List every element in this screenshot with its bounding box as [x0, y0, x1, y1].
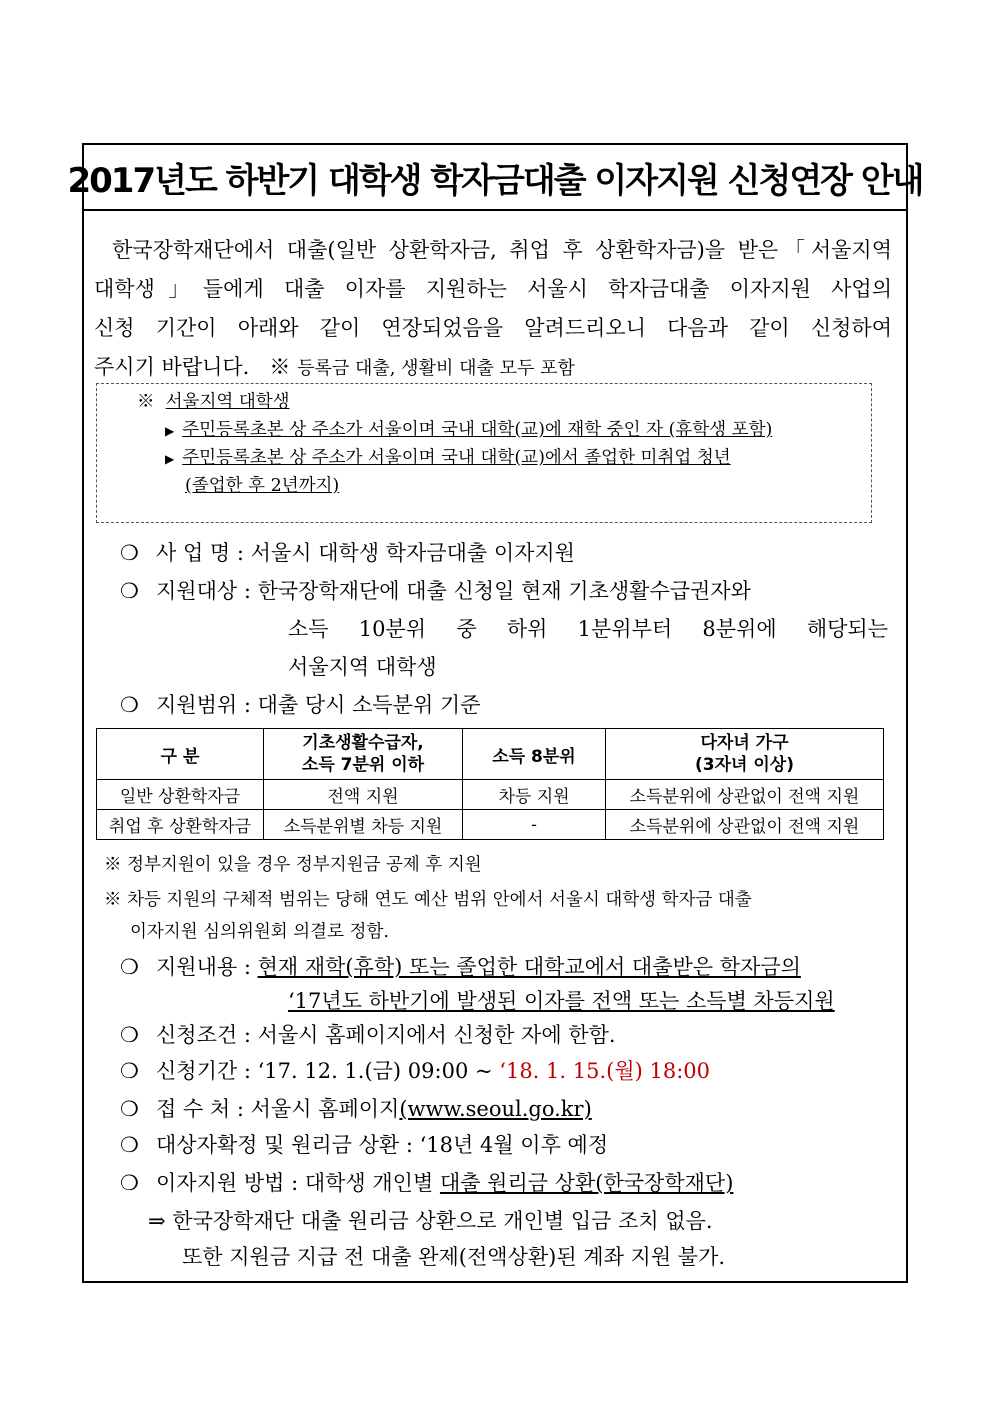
item-arrow-line-1: ⇒ 한국장학재단 대출 원리금 상환으로 개인별 입금 조치 없음. — [148, 1209, 713, 1233]
table-header: 구 분 — [97, 729, 264, 780]
item-method: ❍ 이자지원 방법 : 대학생 개인별 대출 원리금 상환(한국장학재단) — [120, 1171, 734, 1195]
circle-bullet-icon: ❍ — [120, 1059, 139, 1083]
table-cell: 전액 지원 — [264, 780, 463, 810]
table-cell: 소득분위에 상관없이 전액 지원 — [606, 810, 884, 840]
table-header: 다자녀 가구 (3자녀 이상) — [606, 729, 884, 780]
table-header: 소득 8분위 — [463, 729, 606, 780]
table-cell: 취업 후 상환학자금 — [97, 810, 264, 840]
website-link[interactable]: (www.seoul.go.kr) — [399, 1097, 592, 1121]
double-arrow-icon: ⇒ — [148, 1209, 166, 1233]
table-row — [97, 780, 884, 810]
circle-bullet-icon: ❍ — [120, 693, 139, 717]
item-condition: ❍ 신청조건 : 서울시 홈페이지에서 신청한 자에 한함. — [120, 1023, 616, 1047]
table-header-row — [97, 729, 884, 780]
support-table — [96, 728, 884, 840]
box-heading: ※ 서울지역 대학생 — [137, 392, 290, 412]
item-period: ❍ 신청기간 : ‘17. 12. 1.(금) 09:00 ~ ‘18. 1. 15.(월) 18:00 — [120, 1059, 711, 1083]
item-target-line-3: 서울지역 대학생 — [288, 655, 437, 679]
item-arrow-line-2: 또한 지원금 지급 전 대출 완제(전액상환)된 계좌 지원 불가. — [182, 1245, 726, 1269]
item-reception: ❍ 접 수 처 : 서울시 홈페이지(www.seoul.go.kr) — [120, 1097, 592, 1121]
triangle-bullet-icon: ▶ — [165, 452, 175, 466]
item-business-name: ❍ 사 업 명 : 서울시 대학생 학자금대출 이자지원 — [120, 541, 575, 565]
box-item: ▶ 주민등록초본 상 주소가 서울이며 국내 대학(교)에서 졸업한 미취업 청년 — [165, 448, 731, 468]
item-target-line-2: 소득 10분위 중 하위 1분위부터 8분위에 해당되는 — [288, 617, 888, 641]
circle-bullet-icon: ❍ — [120, 1097, 139, 1121]
intro-line-2: 대학생」들에게 대출 이자를 지원하는 서울시 학자금대출 이자지원 사업의 — [94, 277, 892, 301]
intro-line-4: 주시기 바랍니다. ※ 등록금 대출, 생활비 대출 모두 포함 — [94, 355, 575, 379]
note-differential-continued: 이자지원 심의위원회 의결로 정함. — [130, 922, 389, 942]
table-cell: 소득분위별 차등 지원 — [264, 810, 463, 840]
intro-line-1: 한국장학재단에서 대출(일반 상환학자금, 취업 후 상환학자금)을 받은「서울지역 — [112, 238, 892, 262]
table-header: 기초생활수급자, 소득 7분위 이하 — [264, 729, 463, 780]
box-item: ▶ 주민등록초본 상 주소가 서울이며 국내 대학(교)에 재학 중인 자 (휴학생 포함) — [165, 420, 773, 440]
title-bar — [67, 145, 923, 211]
note-government: ※ 정부지원이 있을 경우 정부지원금 공제 후 지원 — [104, 855, 482, 875]
circle-bullet-icon: ❍ — [120, 1023, 139, 1047]
reference-mark-icon: ※ — [137, 392, 155, 412]
eligibility-box — [96, 383, 872, 523]
circle-bullet-icon: ❍ — [120, 1171, 139, 1195]
table-cell: 차등 지원 — [463, 780, 606, 810]
reference-mark-icon: ※ — [269, 355, 291, 379]
table-cell: 일반 상환학자금 — [97, 780, 264, 810]
circle-bullet-icon: ❍ — [120, 1133, 139, 1157]
triangle-bullet-icon: ▶ — [165, 424, 175, 438]
intro-line-3: 신청 기간이 아래와 같이 연장되었음을 알려드리오니 다음과 같이 신청하여 — [94, 316, 892, 340]
table-row — [97, 810, 884, 840]
circle-bullet-icon: ❍ — [120, 541, 139, 565]
page-title: 2017년도 하반기 대학생 학자금대출 이자지원 신청연장 안내 — [67, 160, 923, 201]
notice-frame — [67, 143, 923, 1283]
intro-paragraph — [94, 231, 892, 388]
item-content: ❍ 지원내용 : 현재 재학(휴학) 또는 졸업한 대학교에서 대출받은 학자금의 — [120, 955, 801, 979]
intro-note: 등록금 대출, 생활비 대출 모두 포함 — [297, 358, 575, 379]
item-confirm: ❍ 대상자확정 및 원리금 상환 : ‘18년 4월 이후 예정 — [120, 1133, 609, 1157]
period-end: ‘18. 1. 15.(월) 18:00 — [499, 1059, 711, 1083]
note-differential: ※ 차등 지원의 구체적 범위는 당해 연도 예산 범위 안에서 서울시 대학생 학자금 대출 — [104, 890, 752, 910]
box-item-continued: (졸업한 후 2년까지) — [185, 476, 340, 496]
item-target: ❍ 지원대상 : 한국장학재단에 대출 신청일 현재 기초생활수급권자와 — [120, 579, 751, 603]
item-content-line-2: ‘17년도 하반기에 발생된 이자를 전액 또는 소득별 차등지원 — [288, 989, 835, 1013]
table-cell: - — [463, 810, 606, 840]
circle-bullet-icon: ❍ — [120, 579, 139, 603]
circle-bullet-icon: ❍ — [120, 955, 139, 979]
item-scope: ❍ 지원범위 : 대출 당시 소득분위 기준 — [120, 693, 481, 717]
table-cell: 소득분위에 상관없이 전액 지원 — [606, 780, 884, 810]
